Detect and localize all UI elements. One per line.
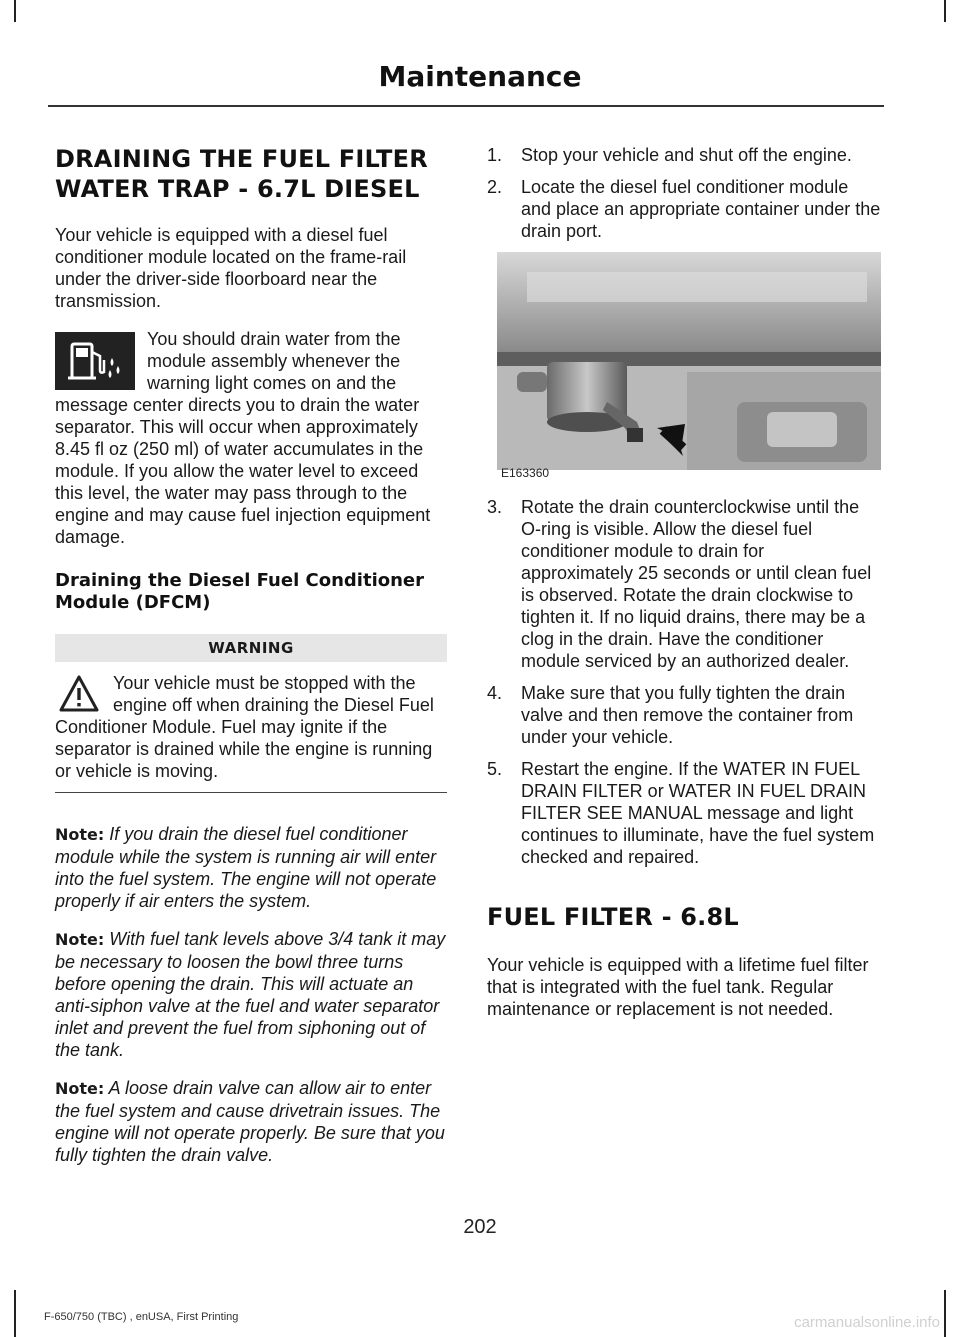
warning-body: [55, 672, 447, 782]
steps-list-before: [487, 144, 881, 242]
footer-edition: F-650/750 (TBC) , enUSA, First Printing: [44, 1311, 239, 1323]
note-1: [55, 823, 447, 912]
intro-paragraph: Your vehicle is equipped with a diesel fuel conditioner module located on the frame-rail under the driver-side floorboard near the transmission.: [55, 225, 407, 311]
fuel-conditioner-photo: [487, 252, 881, 480]
crop-mark-top-left-v: [14, 0, 16, 22]
step-5-text: Restart the engine. If the WATER IN FUEL DRAIN FILTER or WATER IN FUEL DRAIN FILTER SEE MANUAL message and light continues to illuminate, have the fuel system checked and repaired.: [521, 759, 875, 867]
crop-mark-bottom-left-v: [14, 1290, 16, 1337]
warning-box: [55, 634, 447, 793]
main-heading: [55, 144, 447, 204]
image-code: E163360: [501, 466, 550, 480]
step-1-number: 1.: [487, 145, 503, 165]
section-title: Maintenance: [378, 60, 582, 93]
main-heading-line-1: DRAINING THE FUEL FILTER: [55, 145, 428, 173]
icon-paragraph-block: [55, 328, 447, 548]
fuel-filter-paragraph: Your vehicle is equipped with a lifetime fuel filter that is integrated with the fuel tank. Regular maintenance or replacement is not needed.: [487, 955, 869, 1019]
fuel-pump-water-icon: [55, 332, 135, 390]
step-2-text: Locate the diesel fuel conditioner module and place an appropriate container under the drain port.: [521, 177, 881, 241]
drain-instructions-paragraph: You should drain water from the module assembly whenever the warning light comes on and the message center directs you to drain the water separator. This will occur when approximately 8.45 fl oz (250 ml) of water accumulates in the module. If you allow the water level to exceed this level, the water may pass through to the engine and may cause fuel injection equipment damage.: [55, 329, 431, 547]
step-2-number: 2.: [487, 177, 503, 197]
fuel-conditioner-illustration: [487, 252, 881, 470]
note-2: [55, 928, 447, 1061]
warning-label: WARNING: [55, 634, 447, 662]
warning-text: Your vehicle must be stopped with the engine off when draining the Diesel Fuel Conditioner Module. Fuel may ignite if the separator is drained while the engine is running or vehicle is moving.: [55, 673, 434, 781]
warning-triangle-icon: [59, 674, 99, 714]
crop-mark-bottom-right-v: [944, 1290, 946, 1337]
header-rule: [48, 105, 884, 107]
step-3: [487, 496, 881, 672]
note-1-text: If you drain the diesel fuel conditioner module while the system is running air will enter into the fuel system. The engine will not operate properly if air enters the system.: [55, 824, 437, 911]
page-number: 202: [463, 1216, 497, 1238]
note-1-label: Note:: [55, 825, 105, 844]
note-3-label: Note:: [55, 1079, 105, 1098]
watermark: carmanualsonline.info: [794, 1314, 940, 1331]
note-2-label: Note:: [55, 930, 105, 949]
step-4-number: 4.: [487, 683, 503, 703]
step-3-text: Rotate the drain counterclockwise until the O-ring is visible. Allow the diesel fuel conditioner module to drain for approximately 25 seconds or until clean fuel is observed. Rotate the drain clockwise to tighten it. If no liquid drains, there may be a clog in the drain. Have the conditioner module serviced by an authorized dealer.: [521, 497, 872, 671]
note-2-text: With fuel tank levels above 3/4 tank it may be necessary to loosen the bowl three turns before opening the drain. This will actuate an anti-siphon valve at the fuel and water separator inlet and prevent the fuel from siphoning out of the tank.: [55, 929, 446, 1060]
step-5: [487, 758, 881, 868]
step-1: [487, 144, 881, 166]
warning-rule: [55, 792, 447, 793]
note-3-text: A loose drain valve can allow air to enter the fuel system and cause drivetrain issues. The engine will not operate properly. Be sure that you fully tighten the drain valve.: [55, 1078, 445, 1165]
right-column: [487, 144, 881, 1036]
step-1-text: Stop your vehicle and shut off the engine.: [521, 145, 852, 165]
step-3-number: 3.: [487, 497, 503, 517]
step-2: [487, 176, 881, 242]
main-heading-line-2: WATER TRAP - 6.7L DIESEL: [55, 175, 420, 203]
crop-mark-top-right-v: [944, 0, 946, 22]
step-5-number: 5.: [487, 759, 503, 779]
steps-list-after: [487, 496, 881, 868]
step-4: [487, 682, 881, 748]
note-3: [55, 1077, 447, 1166]
step-4-text: Make sure that you fully tighten the drain valve and then remove the container from under your vehicle.: [521, 683, 854, 747]
left-column: [55, 144, 447, 1182]
dfcm-subheading: Draining the Diesel Fuel Conditioner Module (DFCM): [55, 570, 424, 613]
fuel-filter-heading: FUEL FILTER - 6.8L: [487, 903, 739, 931]
